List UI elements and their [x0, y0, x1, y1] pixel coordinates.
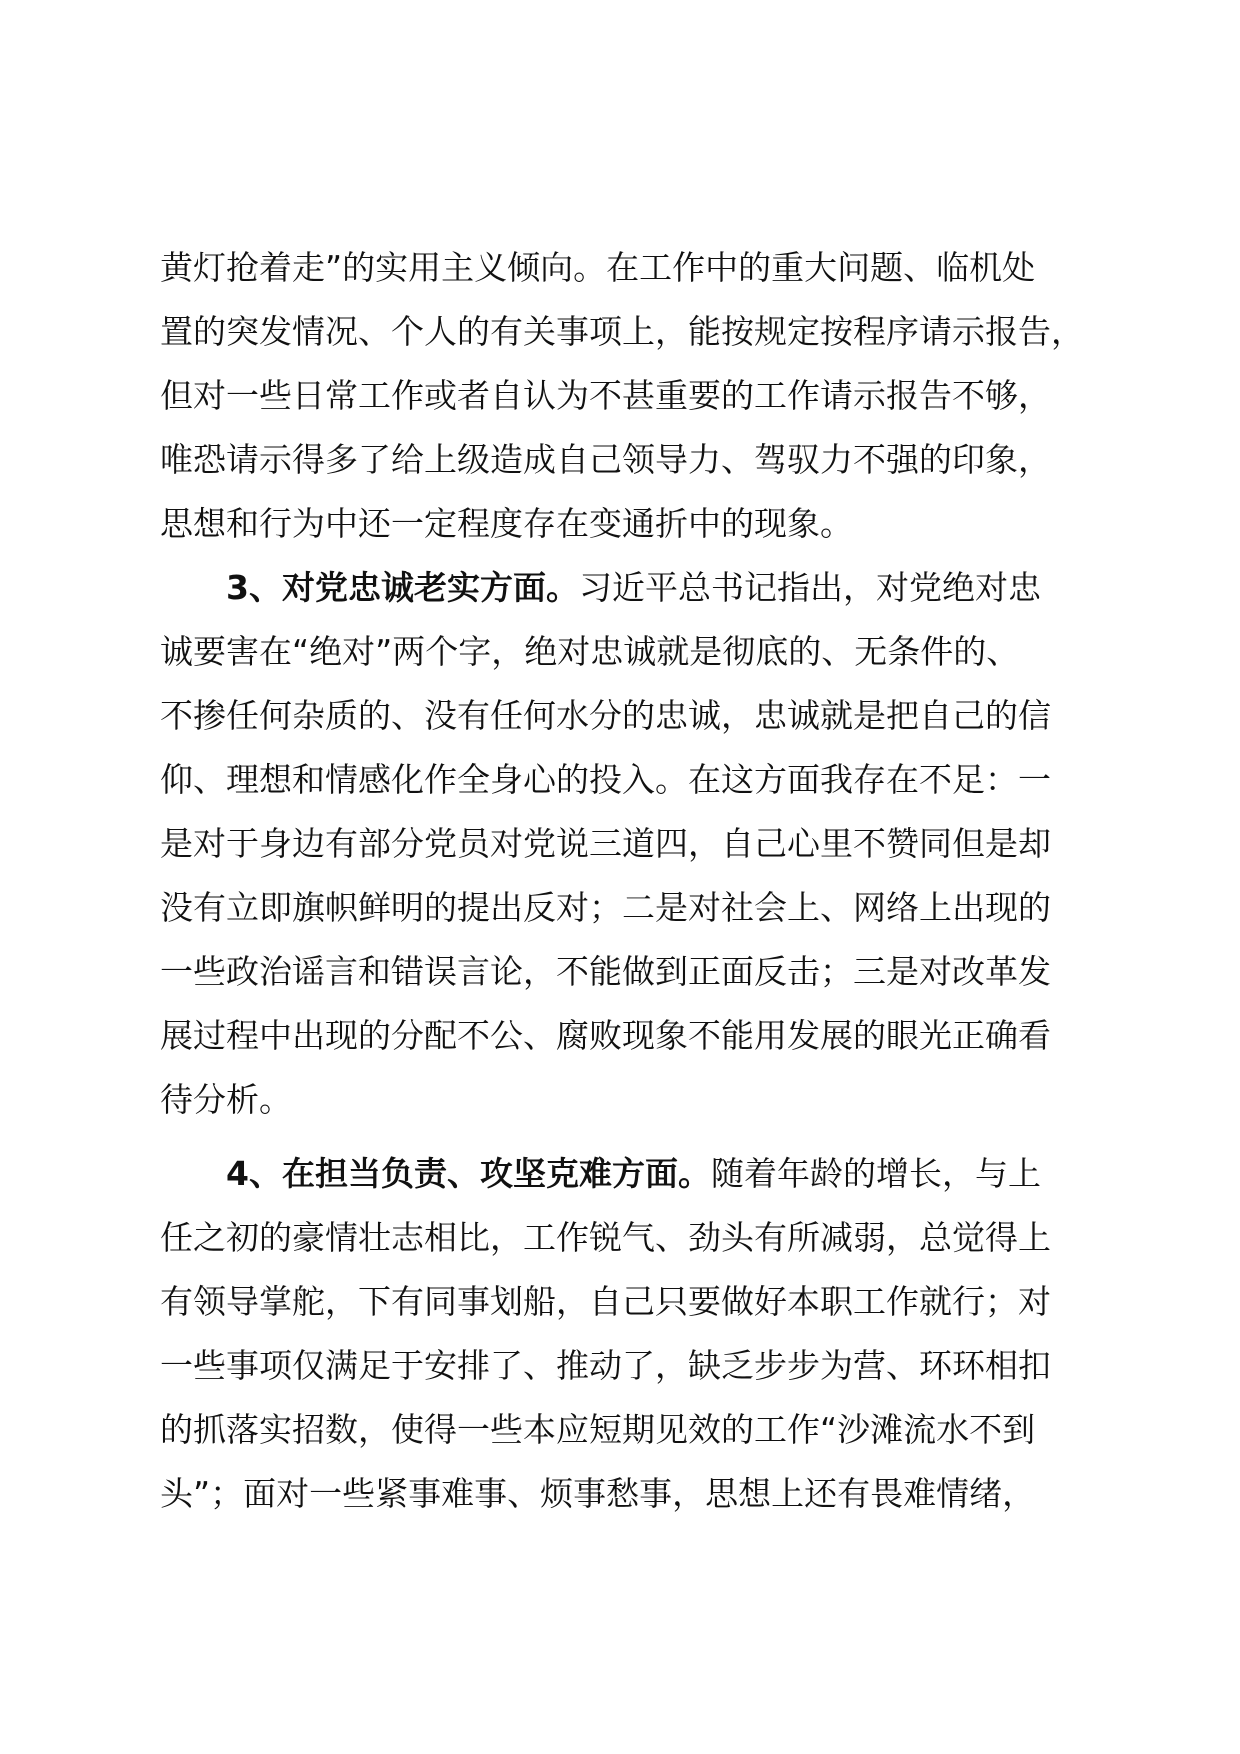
paragraph-1-line-3: 但对一些日常工作或者自认为不甚重要的工作请示报告不够， [160, 376, 1051, 415]
paragraph-2-line-4: 仰、理想和情感化作全身心的投入。在这方面我存在不足：一 [160, 760, 1051, 799]
paragraph-2-line-6: 没有立即旗帜鲜明的提出反对；二是对社会上、网络上出现的 [160, 888, 1051, 927]
paragraph-2-line-2: 诚要害在“绝对”两个字，绝对忠诚就是彻底的、无条件的、 [160, 632, 1020, 671]
paragraph-3-heading: 4、在担当负责、攻坚克难方面。 [226, 1154, 711, 1193]
paragraph-2-line-3: 不掺任何杂质的、没有任何水分的忠诚，忠诚就是把自己的信 [160, 696, 1051, 735]
paragraph-3-first-line [226, 1142, 1120, 1206]
paragraph-2-line-5: 是对于身边有部分党员对党说三道四，自己心里不赞同但是却 [160, 824, 1051, 863]
paragraph-3-line-2: 任之初的豪情壮志相比，工作锐气、劲头有所减弱，总觉得上 [160, 1218, 1051, 1257]
paragraph-3-line-6: 头”；面对一些紧事难事、烦事愁事，思想上还有畏难情绪， [160, 1474, 1036, 1513]
paragraph-2-first-line-text: 习近平总书记指出，对党绝对忠 [578, 568, 1041, 607]
paragraph-2-line-9: 待分析。 [160, 1080, 292, 1119]
paragraph-3-line-4: 一些事项仅满足于安排了、推动了，缺乏步步为营、环环相扣 [160, 1346, 1051, 1385]
paragraph-3-line-3: 有领导掌舵，下有同事划船，自己只要做好本职工作就行；对 [160, 1282, 1051, 1321]
paragraph-1-line-4: 唯恐请示得多了给上级造成自己领导力、驾驭力不强的印象， [160, 440, 1051, 479]
paragraph-2-line-7: 一些政治谣言和错误言论，不能做到正面反击；三是对改革发 [160, 952, 1051, 991]
paragraph-2-heading: 3、对党忠诚老实方面。 [226, 568, 579, 607]
paragraph-1-line-1: 黄灯抢着走”的实用主义倾向。在工作中的重大问题、临机处 [160, 248, 1036, 287]
paragraph-2-line-8: 展过程中出现的分配不公、腐败现象不能用发展的眼光正确看 [160, 1016, 1051, 1055]
paragraph-3-first-line-text: 随着年龄的增长，与上 [710, 1154, 1041, 1193]
paragraph-1-line-2: 置的突发情况、个人的有关事项上，能按规定按程序请示报告， [160, 312, 1084, 351]
paragraph-3-line-5: 的抓落实招数，使得一些本应短期见效的工作“沙滩流水不到 [160, 1410, 1036, 1449]
paragraph-2-first-line [226, 556, 1120, 620]
paragraph-1-line-5: 思想和行为中还一定程度存在变通折中的现象。 [160, 504, 853, 543]
